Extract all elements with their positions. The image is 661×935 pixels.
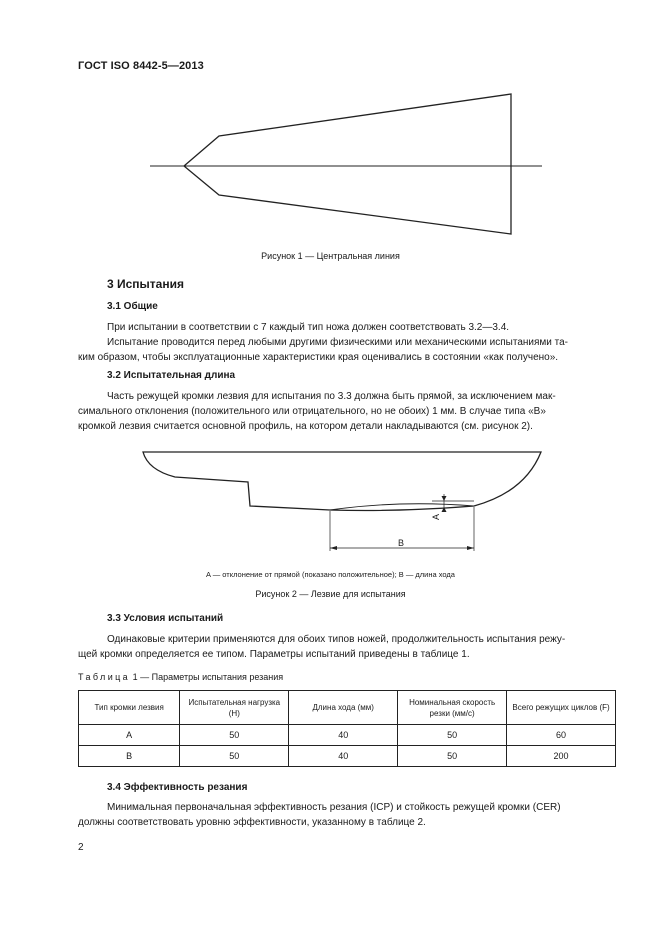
paragraph-line: должны соответствовать уровню эффективности, указанному в таблице 2. [78, 817, 426, 828]
table-row [79, 746, 616, 767]
paragraph-line: Одинаковые критерии применяются для обоих типов ножей, продолжительность испытания режу- [107, 634, 566, 645]
section-3-1-text [78, 320, 615, 365]
header-cell: Длина хода (мм) [289, 691, 398, 725]
paragraph-line: ким образом, чтобы эксплуатационные характеристики края оценивались в состоянии «как получено». [78, 352, 559, 363]
table-cell: 50 [398, 746, 507, 767]
section-3-2-text [78, 389, 615, 434]
paragraph-line: При испытании в соответствии с 7 каждый тип ножа должен соответствовать 3.2—3.4. [107, 322, 510, 333]
straight-reference-line [330, 504, 474, 510]
header-cell: Номинальная скорость резки (мм/с) [398, 691, 507, 725]
figure-1-centerline-drawing [0, 85, 661, 245]
section-3-1-title: 3.1 Общие [107, 301, 158, 312]
section-3-3-text [78, 632, 615, 662]
table-row [79, 725, 616, 746]
table-cell: 60 [507, 725, 616, 746]
section-3-title: 3 Испытания [107, 277, 184, 291]
header-cell: Всего режущих циклов (F) [507, 691, 616, 725]
table-caption-text: 1 — Параметры испытания резания [132, 672, 284, 682]
page-number: 2 [78, 842, 84, 853]
table-cell: A [79, 725, 180, 746]
figure-2-test-blade-drawing [0, 440, 661, 560]
table-cell: 200 [507, 746, 616, 767]
blade-outline [184, 94, 511, 234]
table-1-cutting-parameters [78, 690, 616, 767]
figure-1-caption: Рисунок 1 — Центральная линия [261, 251, 400, 261]
paragraph-line: симального отклонения (положительного или отрицательного, но не обоих) 1 мм. В случае типа «В» [78, 406, 546, 417]
label-b: B [398, 538, 405, 548]
table-cell: 50 [398, 725, 507, 746]
table-cell: 40 [289, 746, 398, 767]
table-caption-word: Таблица [78, 672, 131, 682]
paragraph-line: Испытание проводится перед любыми другими физическими или механическими испытаниями та- [107, 337, 568, 348]
table-cell: B [79, 746, 180, 767]
section-3-2-title: 3.2 Испытательная длина [107, 370, 236, 381]
paragraph-line: щей кромки определяется ее типом. Параметры испытаний приведены в таблице 1. [78, 649, 470, 660]
section-3-4-title: 3.4 Эффективность резания [107, 782, 248, 793]
dimension-arrow-head [330, 546, 337, 550]
table-cell: 40 [289, 725, 398, 746]
header-cell: Тип кромки лезвия [79, 691, 180, 725]
label-a: A [431, 513, 441, 520]
document-header: ГОСТ ISO 8442-5—2013 [78, 60, 204, 72]
section-3-3-title: 3.3 Условия испытаний [107, 613, 224, 624]
table-cell: 50 [180, 725, 289, 746]
dimension-arrow-head [467, 546, 474, 550]
section-3-4-text [78, 800, 615, 830]
paragraph-line: кромкой лезвия считается основной профиль, на котором детали накладываются (см. рисунок 2). [78, 421, 533, 432]
blade-profile [143, 452, 541, 511]
figure-2-legend: A — отклонение от прямой (показано положительное); B — длина хода [206, 570, 455, 579]
table-cell: 50 [180, 746, 289, 767]
figure-2-caption: Рисунок 2 — Лезвие для испытания [255, 589, 406, 599]
table-header-row [79, 691, 616, 725]
header-cell: Испытательная нагрузка (Н) [180, 691, 289, 725]
paragraph-line: Минимальная первоначальная эффективность резания (ICP) и стойкость режущей кромки (CER) [107, 802, 561, 813]
table-1-caption [78, 672, 283, 682]
deviation-arrow-head [442, 496, 447, 501]
paragraph-line: Часть режущей кромки лезвия для испытания по 3.3 должна быть прямой, за исключением мак- [107, 391, 556, 402]
